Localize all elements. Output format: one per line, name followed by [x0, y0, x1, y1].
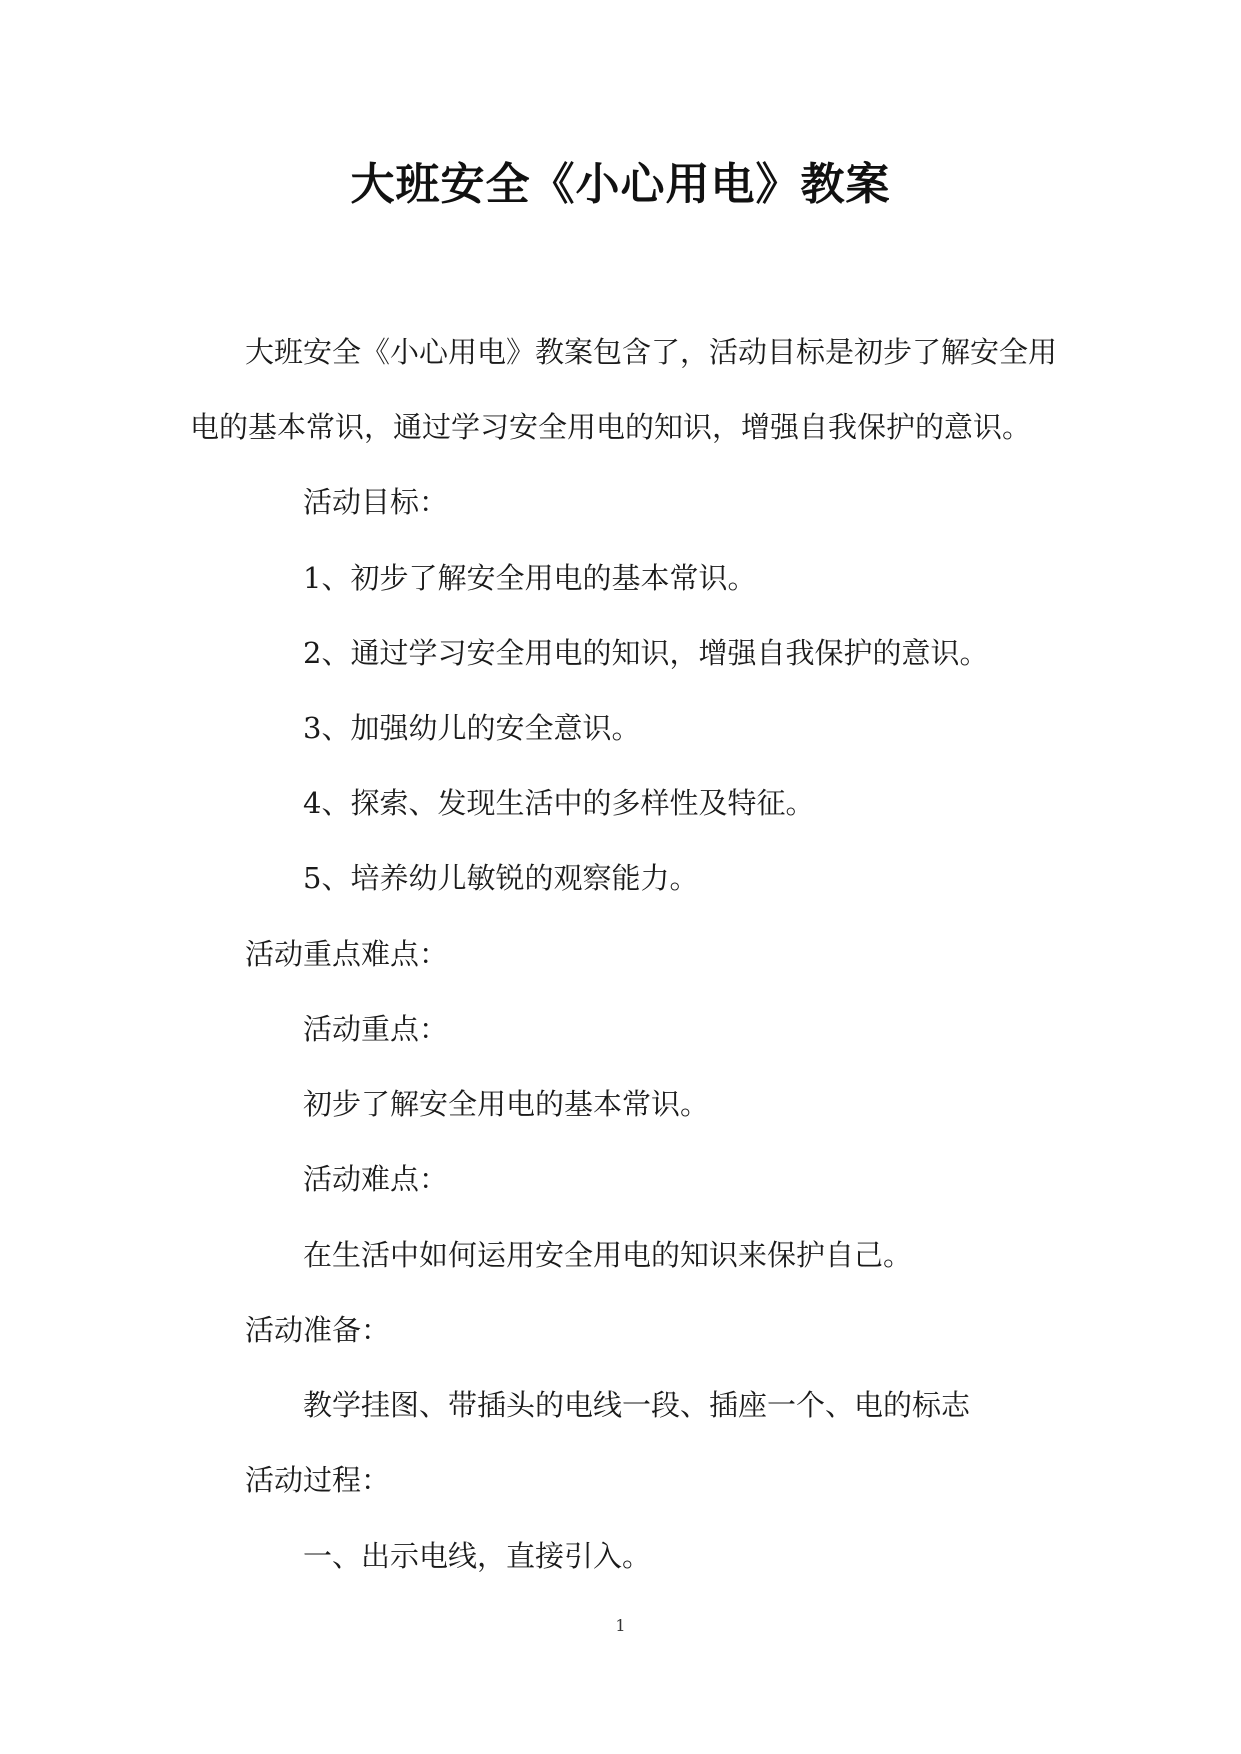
- page-number: 1: [615, 1616, 626, 1635]
- goal-item-4: 4、探索、发现生活中的多样性及特征。: [303, 786, 815, 820]
- goal-item-5: 5、培养幼儿敏锐的观察能力。: [303, 861, 699, 895]
- goal-item-3: 3、加强幼儿的安全意识。: [303, 711, 641, 745]
- preparation-heading: 活动准备：: [245, 1313, 391, 1347]
- difficulty-heading: 活动难点：: [303, 1162, 449, 1196]
- focus-text: 初步了解安全用电的基本常识。: [303, 1087, 710, 1121]
- intro-line-2: 电的基本常识，通过学习安全用电的知识，增强自我保护的意识。: [190, 410, 1032, 444]
- focus-heading: 活动重点：: [303, 1012, 449, 1046]
- process-heading: 活动过程：: [245, 1463, 391, 1497]
- process-step-1: 一、出示电线，直接引入。: [303, 1539, 652, 1573]
- document-title: 大班安全《小心用电》教案: [350, 159, 891, 210]
- preparation-text: 教学挂图、带插头的电线一段、插座一个、电的标志: [303, 1388, 971, 1422]
- intro-line-1: 大班安全《小心用电》教案包含了，活动目标是初步了解安全用: [245, 335, 1058, 369]
- goals-heading: 活动目标：: [303, 485, 449, 519]
- difficulty-text: 在生活中如何运用安全用电的知识来保护自己。: [303, 1238, 913, 1272]
- goal-item-2: 2、通过学习安全用电的知识，增强自我保护的意识。: [303, 636, 989, 670]
- key-points-heading: 活动重点难点：: [245, 937, 449, 971]
- goal-item-1: 1、初步了解安全用电的基本常识。: [303, 561, 757, 595]
